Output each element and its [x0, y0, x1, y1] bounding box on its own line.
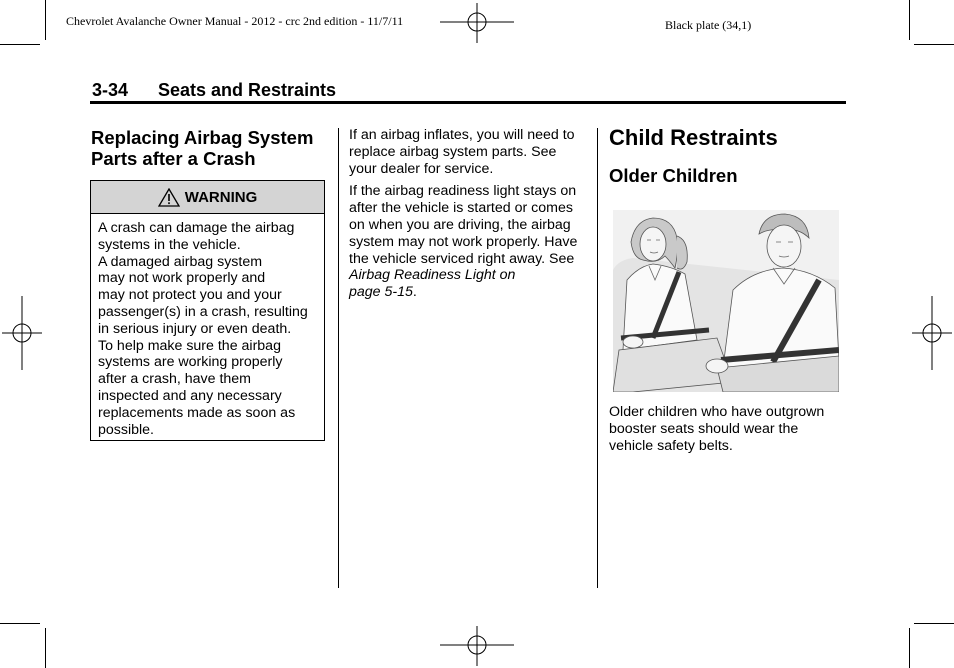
text-line: your dealer for service. — [349, 160, 494, 177]
crop-mark — [45, 628, 46, 668]
section-heading-line: Parts after a Crash — [91, 148, 256, 169]
header-rule — [90, 101, 846, 104]
warning-line: after a crash, have them — [98, 371, 251, 388]
crop-mark — [914, 623, 954, 624]
warning-line: possible. — [98, 421, 154, 438]
figure-caption — [609, 404, 845, 454]
text-line: vehicle safety belts. — [609, 437, 733, 454]
warning-text — [91, 214, 324, 444]
crop-mark — [0, 623, 40, 624]
warning-line: A damaged airbag system — [98, 253, 263, 270]
text-line: replace airbag system parts. See — [349, 143, 557, 160]
warning-line: in serious injury or even death. — [98, 320, 292, 337]
section-heading-line: Replacing Airbag System — [91, 127, 314, 148]
column-divider — [597, 128, 598, 588]
warning-box — [90, 180, 325, 441]
warning-line: systems in the vehicle. — [98, 236, 241, 253]
cross-reference-page-link[interactable]: page 5-15 — [349, 284, 413, 301]
crop-mark — [909, 0, 910, 40]
warning-line: inspected and any necessary — [98, 387, 282, 404]
warning-line: To help make sure the airbag — [98, 337, 281, 354]
warning-line: replacements made as soon as — [98, 404, 296, 421]
warning-line: may not work properly and — [98, 270, 266, 287]
paragraph — [349, 183, 589, 301]
registration-mark-icon — [440, 626, 514, 666]
registration-mark-icon — [2, 296, 42, 370]
warning-line: A crash can damage the airbag — [98, 220, 295, 236]
print-header-right: Black plate (34,1) — [665, 18, 752, 32]
text-line: on when you are driving, the airbag — [349, 216, 571, 233]
section-name: Seats and Restraints — [158, 80, 337, 100]
warning-exclamation-icon — [158, 188, 180, 207]
column-divider — [338, 128, 339, 588]
print-header-left: Chevrolet Avalanche Owner Manual - 2012 - crc 2nd edition - 11/7/11 — [66, 14, 404, 28]
column-2-text — [349, 127, 589, 307]
text-punctuation: . — [412, 284, 417, 301]
registration-mark-icon — [440, 3, 514, 43]
warning-line: passenger(s) in a crash, resulting — [98, 303, 308, 320]
section-heading — [91, 127, 313, 169]
page-title: Child Restraints — [609, 125, 778, 150]
warning-line: may not protect you and your — [98, 287, 282, 304]
page-number: 3-34 — [92, 80, 129, 100]
crop-mark — [914, 44, 954, 45]
warning-line: systems are working properly — [98, 354, 283, 371]
text-line: after the vehicle is started or comes — [349, 200, 573, 217]
running-head — [92, 80, 336, 101]
warning-title: WARNING — [184, 188, 258, 206]
crop-mark — [909, 628, 910, 668]
crop-mark — [0, 44, 40, 45]
crop-mark — [45, 0, 46, 40]
text-line: If an airbag inflates, you will need to — [349, 127, 575, 143]
warning-header — [91, 181, 324, 214]
registration-mark-icon — [912, 296, 952, 370]
text-line: system may not work properly. Have — [349, 233, 578, 250]
subsection-heading: Older Children — [609, 165, 738, 186]
paragraph — [349, 127, 589, 177]
text-line: booster seats should wear the — [609, 420, 799, 437]
cross-reference-link[interactable]: Airbag Readiness Light on — [349, 267, 516, 284]
text-line: Older children who have outgrown — [609, 404, 825, 420]
text-line: the vehicle serviced right away. See — [349, 250, 575, 267]
text-line: If the airbag readiness light stays on — [349, 183, 577, 200]
older-children-seatbelt-illustration — [613, 210, 839, 392]
